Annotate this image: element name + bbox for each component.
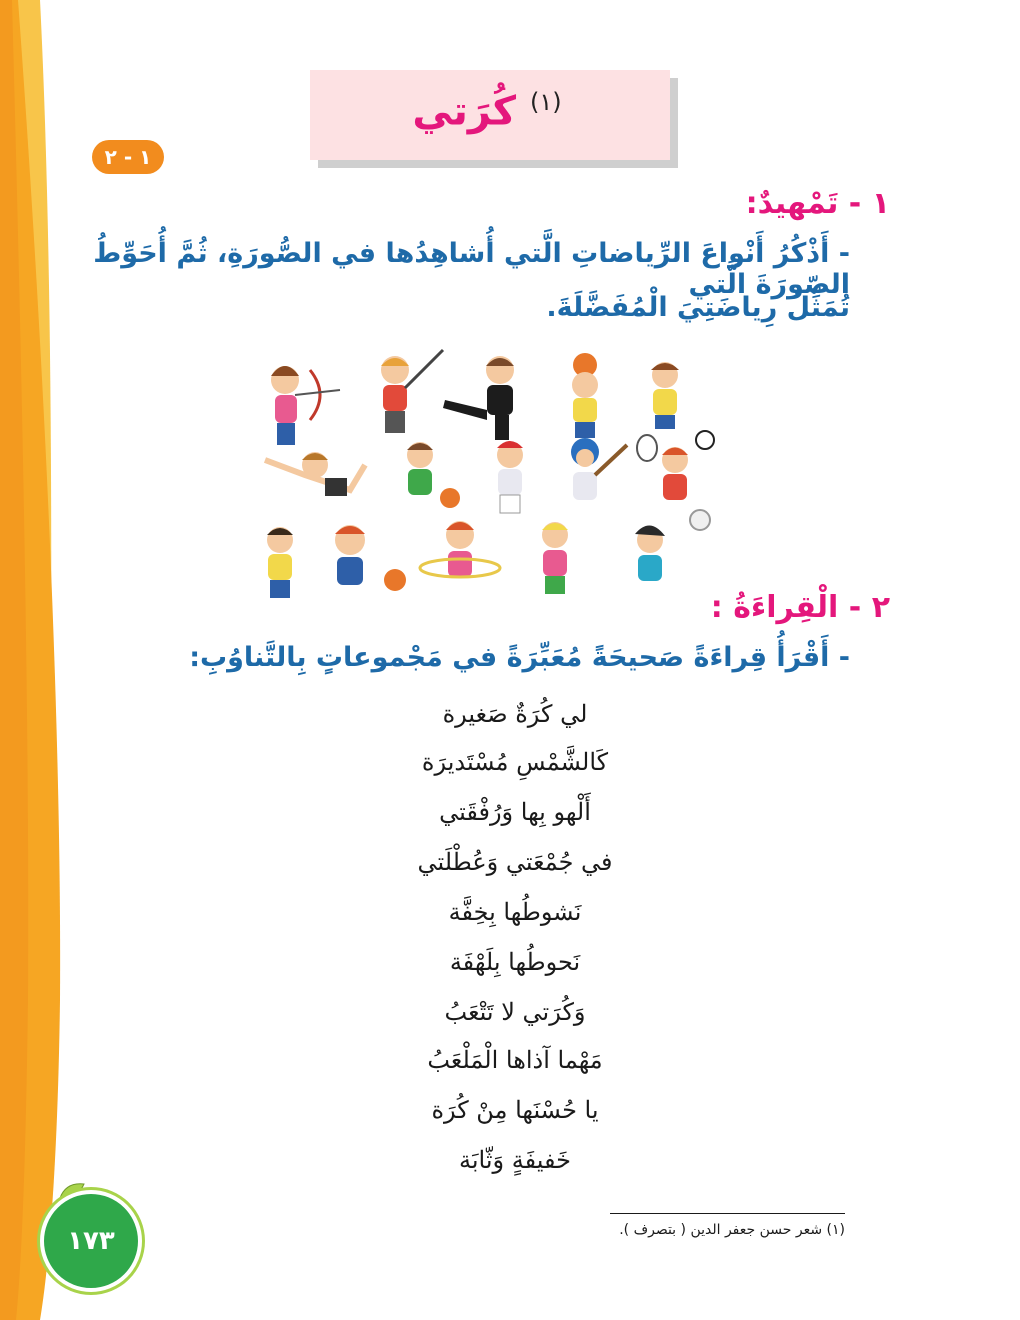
lesson-badge: ١ - ٢ (92, 140, 164, 174)
baseball-boy-figure (497, 441, 523, 513)
golf-girl-figure (542, 522, 568, 594)
archer-figure (271, 366, 340, 445)
basketball-girl-figure (572, 353, 598, 438)
golfer-figure (381, 350, 443, 433)
poem-line: نَحوطُها بِلَهْفَة (449, 948, 581, 976)
poem-line: كَالشَّمْسِ مُسْتَديرَة (421, 748, 609, 776)
title-footnote-marker: (١) (529, 88, 562, 116)
poem-line: خَفيفَةٍ وَثّابَة (459, 1146, 571, 1174)
tennis-boy-figure (637, 435, 688, 500)
section-heading-intro: ١ - تَمْهيدٌ: (745, 186, 890, 221)
margin-band (0, 0, 140, 1320)
poem-line: مَهْما آذاها الْمَلْعَبُ (427, 1046, 603, 1074)
poem-line: في جُمْعَتي وَعُطْلَتي (417, 848, 613, 876)
page-number: ١٧٣ (40, 1190, 142, 1292)
footnote-rule (610, 1213, 845, 1214)
title-box (310, 70, 670, 160)
instruction-intro-line2: تُمَثِّلُ رِياضَتِيَ الْمُفَضَّلَةَ. (546, 292, 850, 323)
volleyball-girl-figure (635, 510, 710, 581)
yoga-figure (265, 452, 365, 496)
sports-illustration (255, 340, 725, 610)
poem-line: وَكُرَتي لا تَتْعَبُ (444, 998, 586, 1026)
title-word: كُرَتي (412, 88, 517, 135)
poem-line: أَلْهو بِها وَرُفْقَتي (439, 798, 591, 826)
poem-line: يا حُسْنَها مِنْ كُرَة (431, 1096, 599, 1124)
karate-figure (443, 356, 514, 440)
poem-line: لي كُرَةٌ صَغيرة (442, 700, 588, 728)
lesson-title (310, 88, 670, 134)
footnote: (١) شعر حسن جعفر الدين ( بتصرف ). (619, 1222, 845, 1238)
soccer-girl-figure (651, 362, 714, 449)
instruction-intro-line1: - أَذْكُرُ أَنْواعَ الرِّياضاتِ الَّتي أُشاهِدُها في الصُّورَةِ، ثُمَّ أُحَوِّطُ الصّورَةَ الَّتي (93, 238, 850, 300)
hula-hoop-figure (420, 521, 500, 577)
running-boy-figure (267, 527, 293, 598)
basketball-player-figure (335, 525, 406, 591)
basketball-boy-figure (407, 442, 460, 508)
section-heading-reading: ٢ - الْقِراءَةُ : (710, 590, 890, 625)
poem-line: نَشوطُها بِخِفَّة (448, 898, 582, 926)
batter-figure (571, 438, 627, 500)
instruction-reading: - أَقْرَأُ قِراءَةً صَحيحَةً مُعَبِّرَةً في مَجْموعاتٍ بِالتَّناوُبِ: (189, 642, 850, 673)
